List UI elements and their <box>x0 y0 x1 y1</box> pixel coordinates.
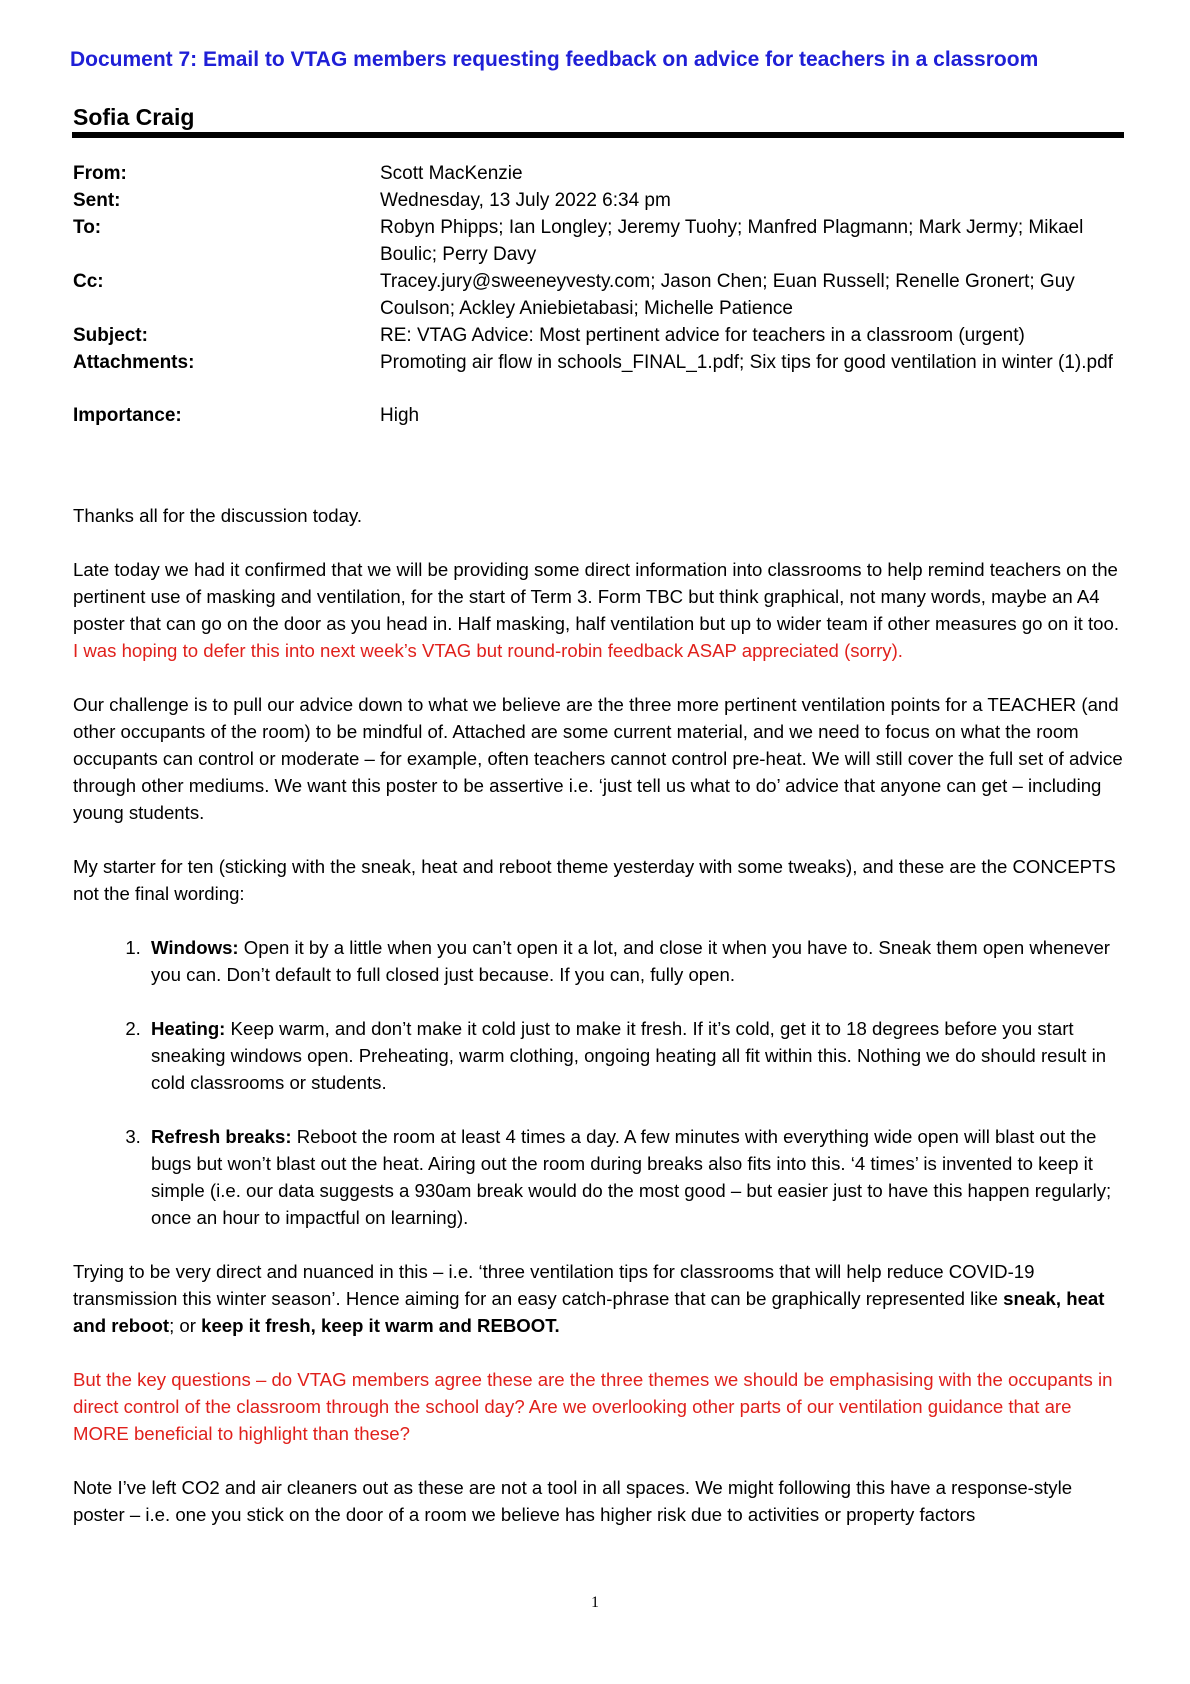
context-red-note: I was hoping to defer this into next week’s VTAG but round-robin feedback ASAP appreciated (sorry). <box>73 640 903 661</box>
list-item <box>146 934 1127 988</box>
sent-row <box>73 187 1133 214</box>
attachments-label: Attachments: <box>73 352 195 373</box>
cc-label: Cc: <box>73 271 104 292</box>
catchphrase-text: Trying to be very direct and nuanced in this – i.e. ‘three ventilation tips for classrooms that will help reduce COVID-19 transmission this winter season’. Hence aiming for an easy catch-phrase that can be graphically represented like <box>73 1261 1035 1309</box>
from-value: Scott MacKenzie <box>380 163 523 184</box>
page-number: 1 <box>591 1594 599 1611</box>
item-title: Heating: <box>151 1018 226 1039</box>
importance-value: High <box>380 405 420 426</box>
cc-row <box>73 268 1133 322</box>
paragraph-context <box>73 556 1127 664</box>
importance-label: Importance: <box>73 405 182 426</box>
attachments-row <box>73 349 1133 376</box>
to-row <box>73 214 1133 268</box>
importance-row <box>73 376 1133 429</box>
item-text: Reboot the room at least 4 times a day. A few minutes with everything wide open will blast out the bugs but won’t blast out the heat. Airing out the room during breaks also fits into this. ‘4 times’ is invented to keep it simple (i.e. our data suggests a 930am break would do the most good – but easier just to have this happen regularly; once an hour to impactful on learning). <box>151 1126 1112 1228</box>
document-title: Document 7: Email to VTAG members requesting feedback on advice for teachers in a classroom <box>70 48 1039 71</box>
catchphrase-bold-1: sneak, heat and reboot <box>73 1288 1105 1336</box>
catchphrase-bold-2: keep it fresh, keep it warm and REBOOT. <box>201 1315 560 1336</box>
sent-label: Sent: <box>73 190 121 211</box>
paragraph-note: Note I’ve left CO2 and air cleaners out as these are not a tool in all spaces. We might following this have a response-style poster – i.e. one you stick on the door of a room we believe has higher risk due to activities or property factors <box>73 1477 1073 1525</box>
list-item <box>146 1015 1127 1096</box>
context-text: Late today we had it confirmed that we will be providing some direct information into classrooms to help remind teachers on the pertinent use of masking and ventilation, for the start of Term 3. Form TBC but think graphical, not many words, maybe an A4 poster that can go on the door as you head in. Half masking, half ventilation but up to wider team if other measures go on it too. <box>73 559 1119 634</box>
paragraph-starter: My starter for ten (sticking with the sneak, heat and reboot theme yesterday with some tweaks), and these are the CONCEPTS not the final wording: <box>73 856 1116 904</box>
paragraph-catchphrase <box>73 1258 1127 1339</box>
from-row <box>73 160 1133 187</box>
from-label: From: <box>73 163 127 184</box>
attachments-value: Promoting air flow in schools_FINAL_1.pdf; Six tips for good ventilation in winter (1).pdf <box>380 352 1113 373</box>
item-title: Refresh breaks: <box>151 1126 292 1147</box>
to-value: Robyn Phipps; Ian Longley; Jeremy Tuohy; Manfred Plagmann; Mark Jermy; Mikael Boulic; Perry Davy <box>380 217 1084 265</box>
subject-label: Subject: <box>73 325 148 346</box>
sent-value: Wednesday, 13 July 2022 6:34 pm <box>380 190 671 211</box>
catchphrase-sep: ; or <box>169 1315 196 1336</box>
email-body <box>73 502 1127 1555</box>
email-header <box>73 160 1133 429</box>
paragraph-greeting: Thanks all for the discussion today. <box>73 505 363 526</box>
list-item <box>146 1123 1127 1231</box>
item-text: Keep warm, and don’t make it cold just to make it fresh. If it’s cold, get it to 18 degrees before you start sneaking windows open. Preheating, warm clothing, ongoing heating all fit within this. Nothing we do should result in cold classrooms or students. <box>151 1018 1107 1093</box>
cc-value: Tracey.jury@sweeneyvesty.com; Jason Chen; Euan Russell; Renelle Gronert; Guy Coulson; Ackley Aniebietabasi; Michelle Patience <box>380 271 1075 319</box>
paragraph-challenge: Our challenge is to pull our advice down to what we believe are the three more pertinent ventilation points for a TEACHER (and other occupants of the room) to be mindful of. Attached are some current material, and we need to focus on what the room occupants can control or moderate – for example, often teachers cannot control pre-heat. We will still cover the full set of advice through other mediums. We want this poster to be assertive i.e. ‘just tell us what to do’ advice that anyone can get – including young students. <box>73 694 1123 823</box>
subject-value: RE: VTAG Advice: Most pertinent advice for teachers in a classroom (urgent) <box>380 325 1025 346</box>
header-divider <box>72 132 1124 138</box>
subject-row <box>73 322 1133 349</box>
sender-name: Sofia Craig <box>73 104 195 130</box>
paragraph-key-questions: But the key questions – do VTAG members agree these are the three themes we should be emphasising with the occupants in direct control of the classroom through the school day? Are we overlooking other parts of our ventilation guidance that are MORE beneficial to highlight than these? <box>73 1369 1113 1444</box>
tips-list <box>73 934 1127 1231</box>
to-label: To: <box>73 217 102 238</box>
item-text: Open it by a little when you can’t open it a lot, and close it when you have to. Sneak them open whenever you can. Don’t default to full closed just because. If you can, fully open. <box>151 937 1110 985</box>
item-title: Windows: <box>151 937 239 958</box>
